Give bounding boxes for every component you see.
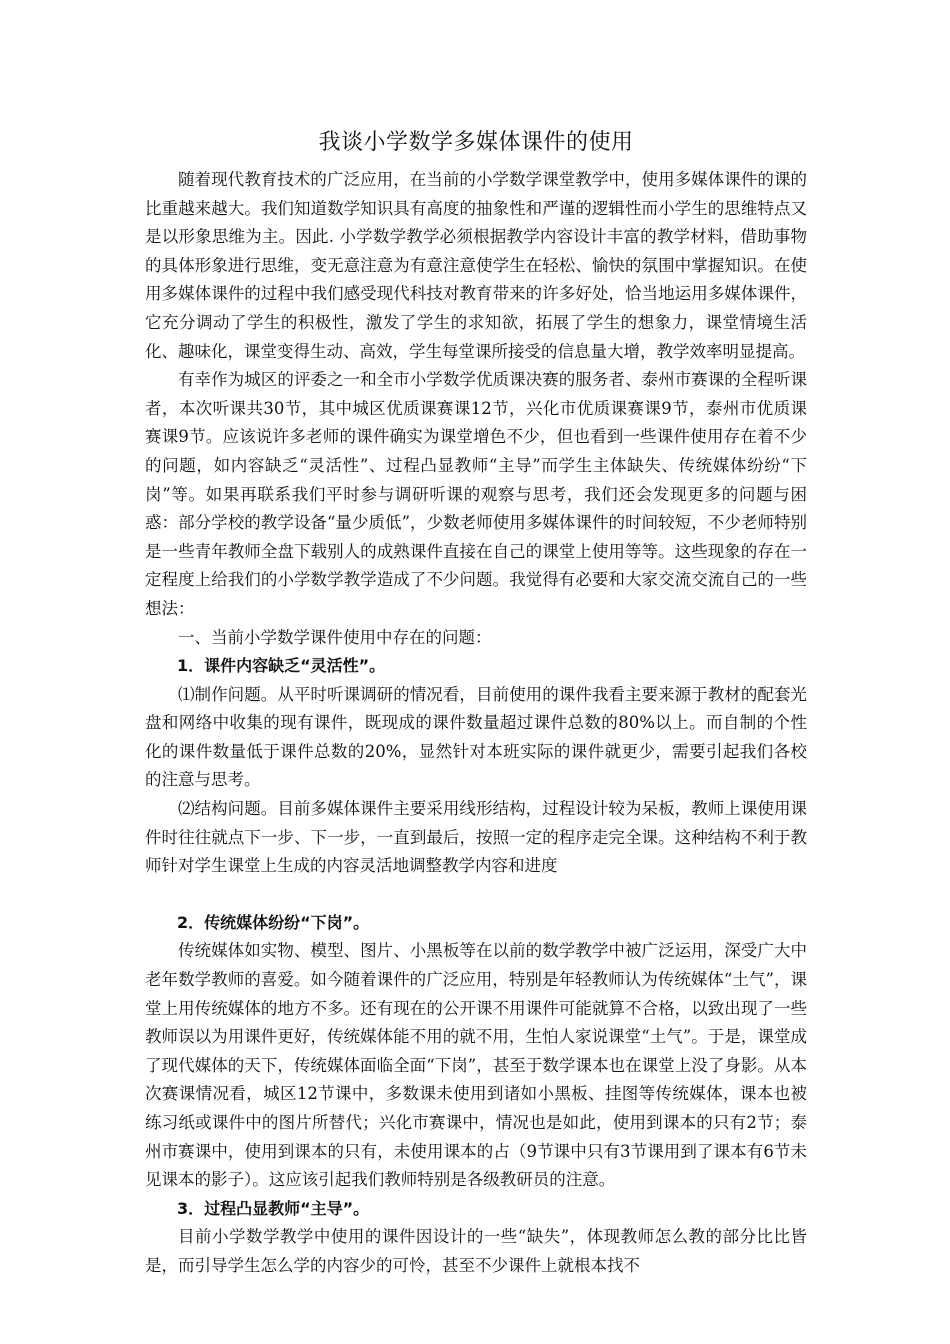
paragraph-3: 目前小学数学教学中使用的课件因设计的一些“缺失”，体现教师怎么教的部分比比皆是，而引导学生怎么学的内容少的可怜，甚至不少课件上就根本找不 (145, 1227, 807, 1275)
subheading-1: 1．课件内容缺乏“灵活性”。 (177, 656, 386, 676)
context-paragraph: 有幸作为城区的评委之一和全市小学数学优质课决赛的服务者、泰州市赛课的全程听课者，本次听课共30节，其中城区优质课赛课12节，兴化市优质课赛课9节，泰州市优质课赛课9节。应该说许多老师的课件确实为课堂增色不少，但也看到一些课件使用存在着不少的问题，如内容缺乏“灵活性”、过程凸显教师“主导”而学生主体缺失、传统媒体纷纷“下岗”等。如果再联系我们平时参与调研听课的观察与思考，我们还会发现更多的问题与困惑：部分学校的教学设备“量少质低”，少数老师使用多媒体课件的时间较短，不少老师特别是一些青年教师全盘下载别人的成熟课件直接在自己的课堂上使用等等。这些现象的存在一定程度上给我们的小学数学教学造成了不少问题。我觉得有必要和大家交流交流自己的一些想法： (145, 370, 807, 618)
paragraph-2: 传统媒体如实物、模型、图片、小黑板等在以前的数学教学中被广泛运用，深受广大中老年数学教师的喜爱。如今随着课件的广泛应用，特别是年轻教师认为传统媒体“土气”，课堂上用传统媒体的地方不多。还有现在的公开课不用课件可能就算不合格，以致出现了一些教师误以为用课件更好，传统媒体能不用的就不用，生怕人家说课堂“土气”。于是，课堂成了现代媒体的天下，传统媒体面临全面“下岗”，甚至于数学课本也在课堂上没了身影。从本次赛课情况看，城区12节课中，多数课未使用到诸如小黑板、挂图等传统媒体，课本也被练习纸或课件中的图片所替代；兴化市赛课中，情况也是如此，使用到课本的只有2节；泰州市赛课中，使用到课本的只有，未使用课本的占（9节课中只有3节课用到了课本有6节未见课本的影子）。这应该引起我们教师特别是各级教研员的注意。 (145, 941, 807, 1190)
subheading-3: 3．过程凸显教师“主导”。 (177, 1198, 370, 1218)
document-page (145, 128, 807, 1281)
blank-line (145, 881, 807, 909)
intro-paragraph: 随着现代教育技术的广泛应用，在当前的小学数学课堂教学中，使用多媒体课件的课的比重越来越大。我们知道数学知识具有高度的抽象性和严谨的逻辑性而小学生的思维特点又是以形象思维为主。因此. 小学数学教学必须根据教学内容设计丰富的教学材料，借助事物的具体形象进行思维，变无意注意为有意注意使学生在轻松、愉快的氛围中掌握知识。在使用多媒体课件的过程中我们感受现代科技对教育带来的许多好处，恰当地运用多媒体课件，它充分调动了学生的积极性，激发了学生的求知欲，拓展了学生的想象力，课堂情境生活化、趣味化，课堂变得生动、高效，学生每堂课所接受的信息量大增，教学效率明显提高。 (145, 170, 807, 361)
section-heading-problems: 一、当前小学数学课件使用中存在的问题： (178, 627, 492, 647)
paragraph-1b: ⑵结构问题。目前多媒体课件主要采用线形结构，过程设计较为呆板，教师上课使用课件时往往就点下一步、下一步，一直到最后，按照一定的程序走完全课。这种结构不利于教师针对学生课堂上生成的内容灵活地调整教学内容和进度 (145, 799, 807, 876)
document-title: 我谈小学数学多媒体课件的使用 (318, 130, 634, 155)
paragraph-1a: ⑴制作问题。从平时听课调研的情况看，目前使用的课件我看主要来源于教材的配套光盘和网络中收集的现有课件，既现成的课件数量超过课件总数的80%以上。而自制的个性化的课件数量低于课件总数的20%，显然针对本班实际的课件就更少，需要引起我们各校的注意与思考。 (145, 684, 807, 790)
subheading-2: 2．传统媒体纷纷“下岗”。 (177, 912, 370, 932)
